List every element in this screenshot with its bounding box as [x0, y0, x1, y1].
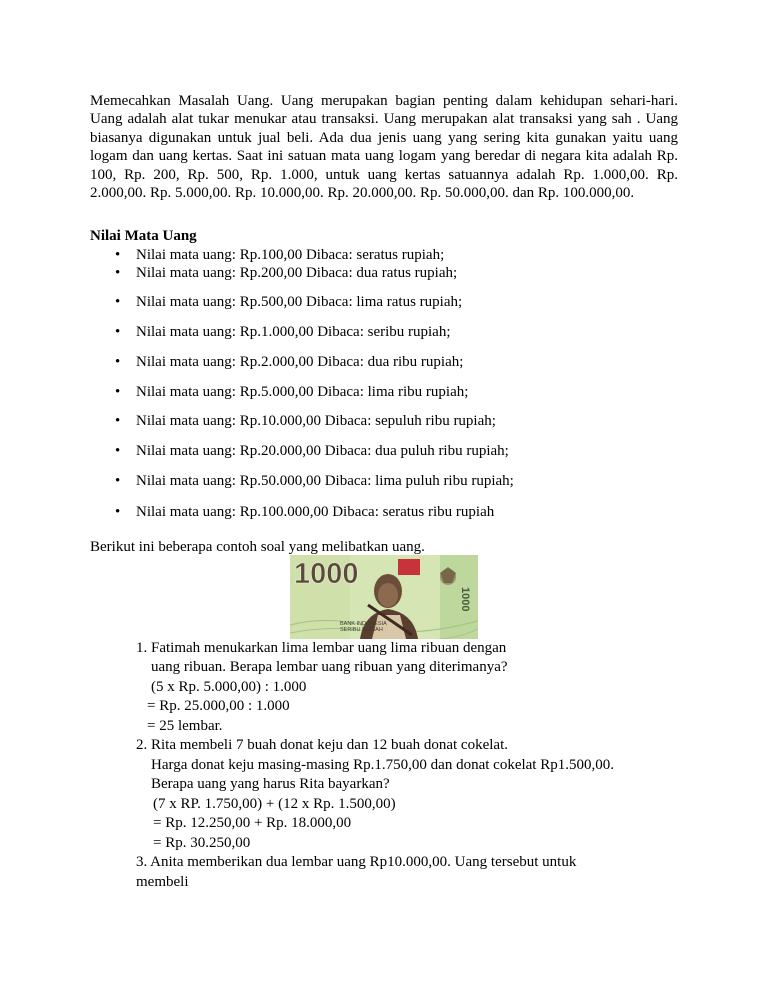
problem-line: uang ribuan. Berapa lembar uang ribuan yang diterimanya?	[151, 659, 508, 675]
list-item-text: Nilai mata uang: Rp.100,00 Dibaca: seratus rupiah;	[136, 247, 445, 263]
list-item-text: Nilai mata uang: Rp.1.000,00 Dibaca: seribu rupiah;	[136, 324, 451, 340]
problem-line: 2. Rita membeli 7 buah donat keju dan 12 buah donat cokelat.	[136, 737, 508, 753]
intro-paragraph: Memecahkan Masalah Uang. Uang merupakan bagian penting dalam kehidupan sehari-hari. Uang adalah alat tukar menukar atau transaksi. Uang merupakan alat transaksi yang sah . Uang biasanya digunakan untuk jual beli. Ada dua jenis uang yang sering kita gunakan yaitu uang logam dan uang kertas. Saat ini satuan mata uang logam yang beredar di negara kita adalah Rp. 100, Rp. 200, Rp. 500, Rp. 1.000, untuk uang kertas satuannya adalah Rp. 1.000,00. Rp. 2.000,00. Rp. 5.000,00. Rp. 10.000,00. Rp. 20.000,00. Rp. 50.000,00. dan Rp. 100.000,00.	[90, 93, 678, 202]
banknote-issuer-line2: SERIBU RUPIAH	[340, 627, 383, 633]
banknote-image	[290, 555, 478, 639]
bullet-icon: •	[115, 473, 121, 489]
problem-line: (5 x Rp. 5.000,00) : 1.000	[151, 679, 307, 695]
banknote-issuer-line1: BANK INDONESIA	[340, 621, 387, 627]
bullet-icon: •	[115, 294, 121, 310]
list-item-text: Nilai mata uang: Rp.2.000,00 Dibaca: dua ribu rupiah;	[136, 354, 464, 370]
list-item-text: Nilai mata uang: Rp.20.000,00 Dibaca: dua puluh ribu rupiah;	[136, 443, 509, 459]
problem-line: = Rp. 25.000,00 : 1.000	[147, 698, 290, 714]
bullet-icon: •	[115, 354, 121, 370]
list-item-text: Nilai mata uang: Rp.500,00 Dibaca: lima ratus rupiah;	[136, 294, 463, 310]
problem-line: Harga donat keju masing-masing Rp.1.750,00 dan donat cokelat Rp1.500,00.	[151, 757, 614, 773]
problem-line: = Rp. 12.250,00 + Rp. 18.000,00	[153, 815, 352, 831]
bullet-icon: •	[115, 265, 121, 281]
list-item-text: Nilai mata uang: Rp.5.000,00 Dibaca: lima ribu rupiah;	[136, 384, 469, 400]
list-item-text: Nilai mata uang: Rp.200,00 Dibaca: dua ratus rupiah;	[136, 265, 458, 281]
problem-line: (7 x RP. 1.750,00) + (12 x Rp. 1.500,00)	[153, 796, 396, 812]
problem-line: 1. Fatimah menukarkan lima lembar uang lima ribuan dengan	[136, 640, 507, 656]
banknote-side-denomination: 1000	[459, 587, 471, 612]
bullet-icon: •	[115, 413, 121, 429]
list-item-text: Nilai mata uang: Rp.10.000,00 Dibaca: sepuluh ribu rupiah;	[136, 413, 496, 429]
section-heading: Nilai Mata Uang	[90, 228, 197, 244]
list-item-text: Nilai mata uang: Rp.100.000,00 Dibaca: seratus ribu rupiah	[136, 504, 495, 520]
problem-line: = Rp. 30.250,00	[153, 835, 251, 851]
problem-line: 3. Anita memberikan dua lembar uang Rp10.000,00. Uang tersebut untuk	[136, 854, 577, 870]
problem-line: Berapa uang yang harus Rita bayarkan?	[151, 776, 390, 792]
list-item-text: Nilai mata uang: Rp.50.000,00 Dibaca: lima puluh ribu rupiah;	[136, 473, 514, 489]
problem-line: = 25 lembar.	[147, 718, 223, 734]
banknote-denomination: 1000	[294, 558, 359, 590]
problem-line: membeli	[136, 874, 189, 890]
bullet-icon: •	[115, 324, 121, 340]
bullet-icon: •	[115, 443, 121, 459]
bullet-icon: •	[115, 384, 121, 400]
examples-intro: Berikut ini beberapa contoh soal yang melibatkan uang.	[90, 539, 425, 555]
bullet-icon: •	[115, 247, 121, 263]
bullet-icon: •	[115, 504, 121, 520]
